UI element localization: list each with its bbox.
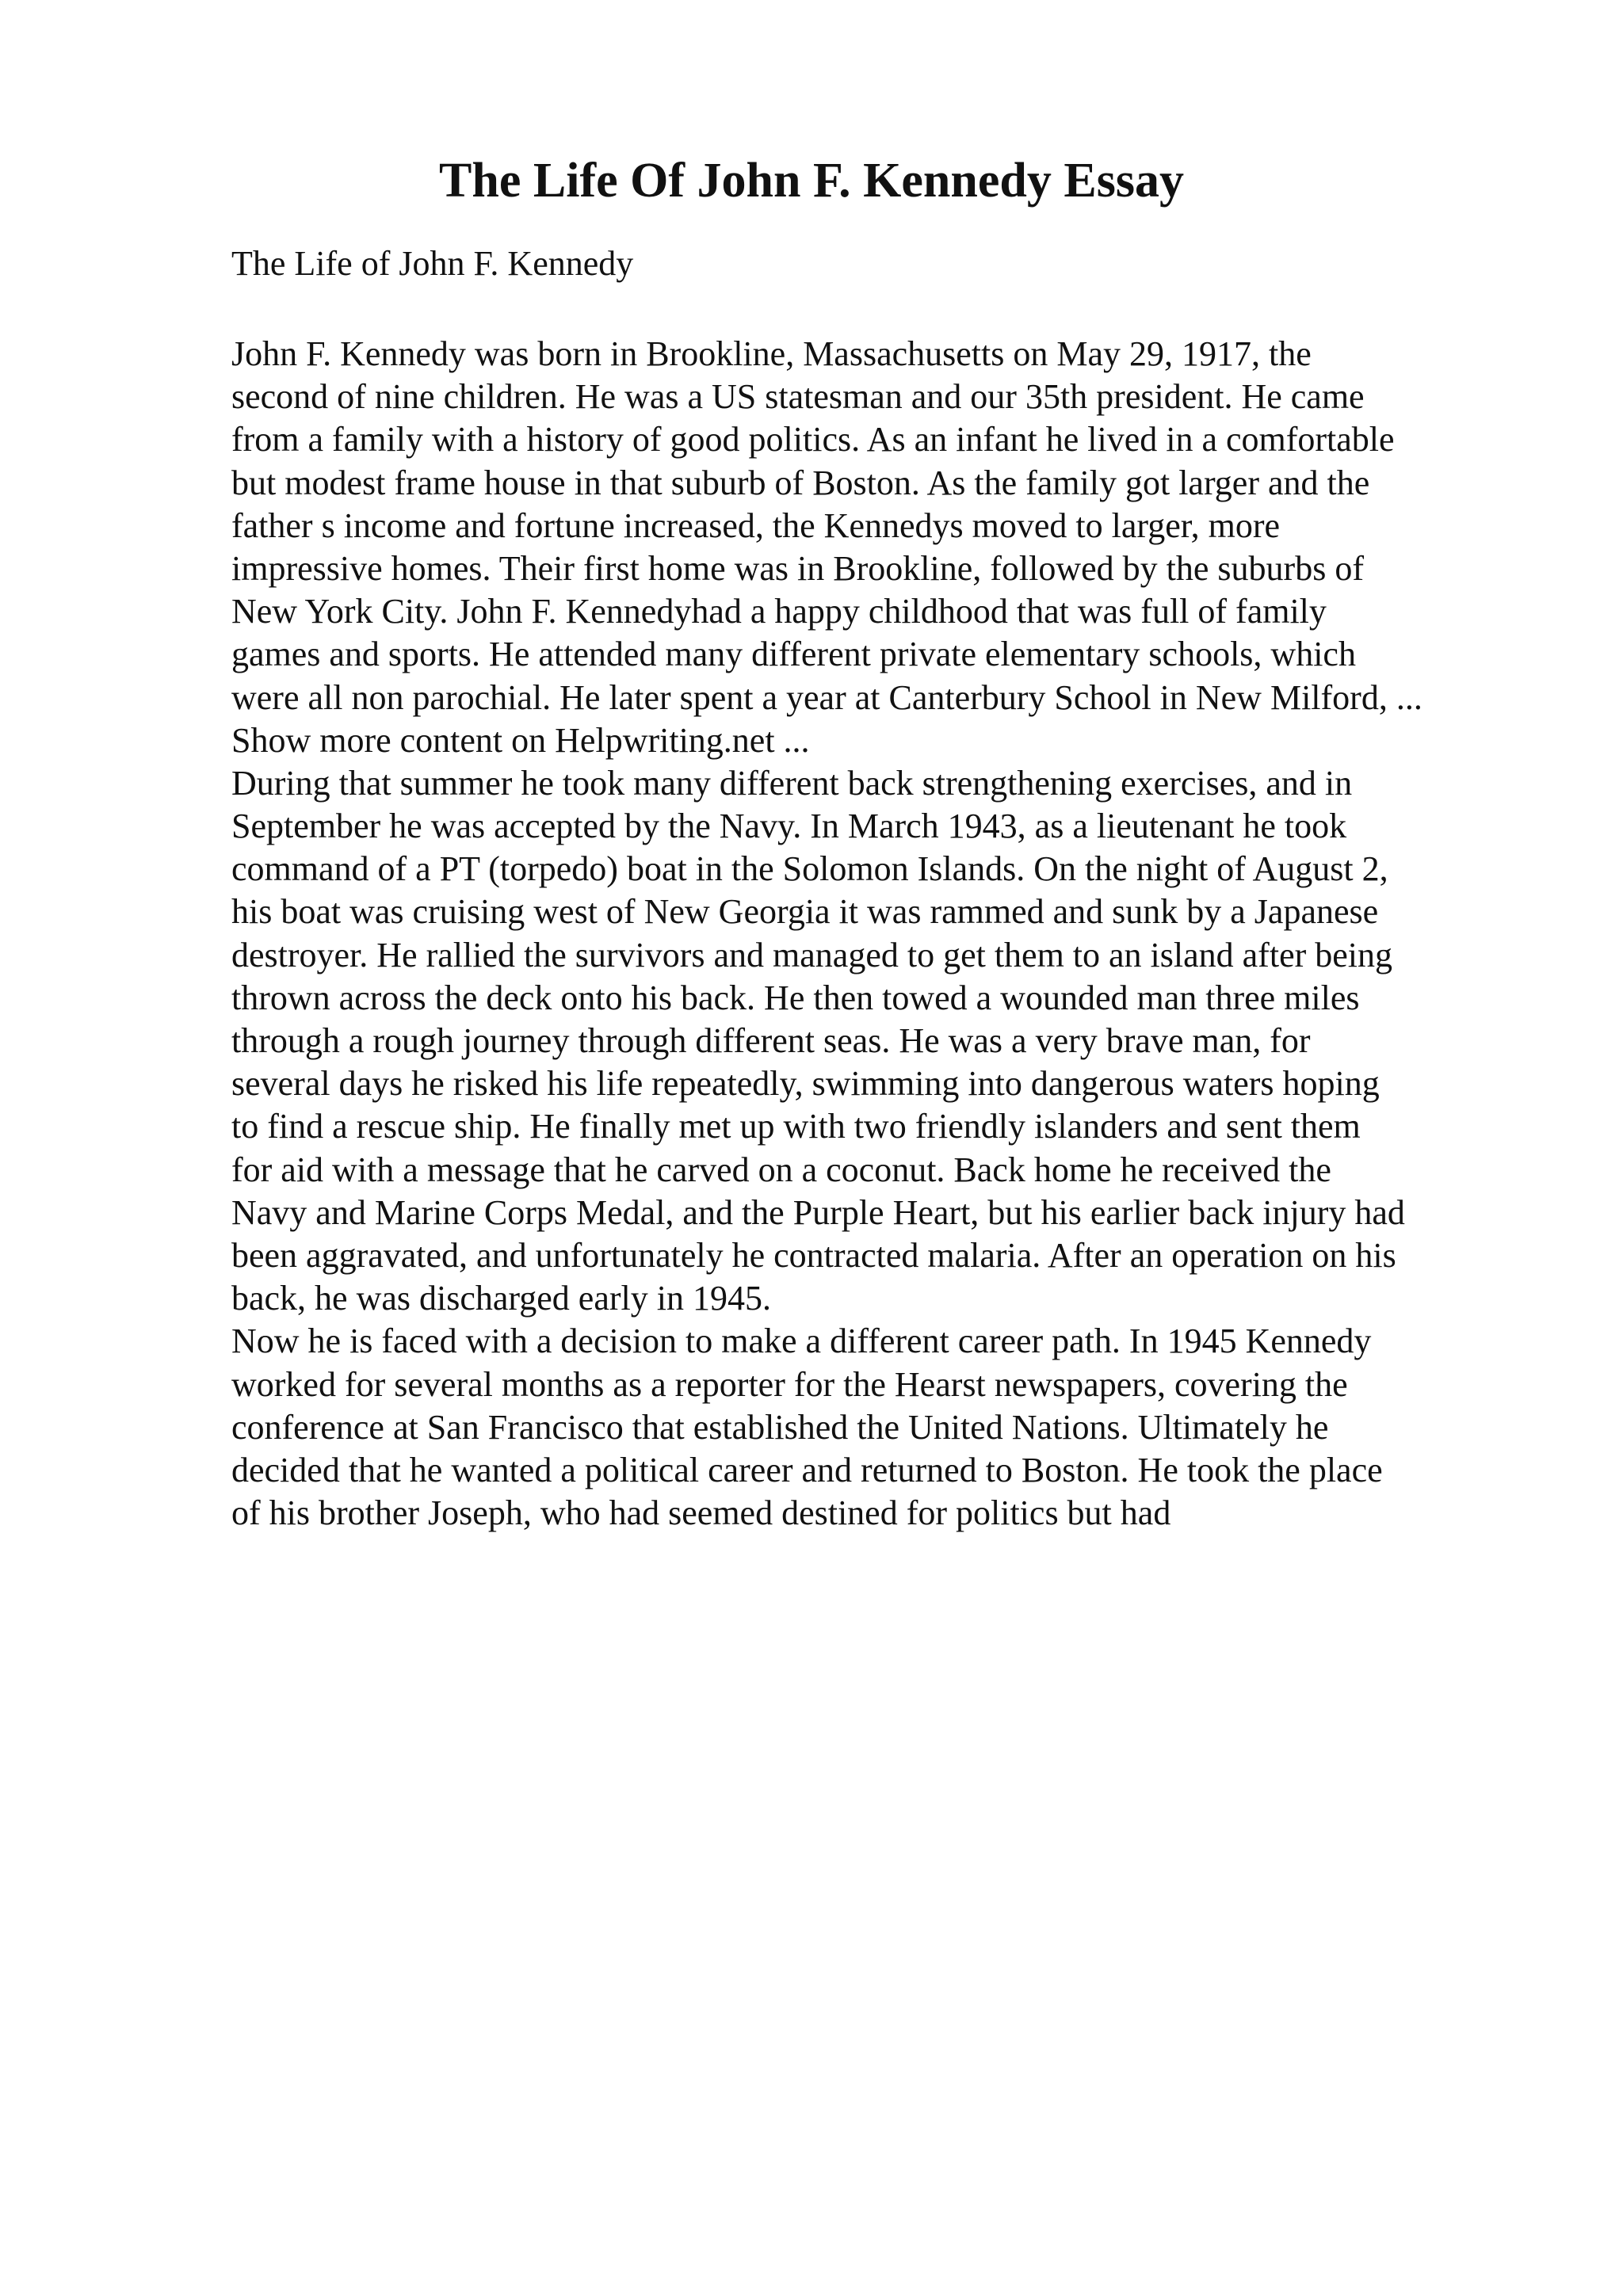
body-text-line: command of a PT (torpedo) boat in the Solomon Islands. On the night of August 2, [231,849,1388,889]
body-text-line: of his brother Joseph, who had seemed destined for politics but had [231,1493,1171,1533]
body-text-line: were all non parochial. He later spent a year at Canterbury School in New Milford, ... [231,677,1423,717]
body-text-line: from a family with a history of good politics. As an infant he lived in a comfortable [231,420,1395,460]
body-text-line: destroyer. He rallied the survivors and managed to get them to an island after being [231,935,1392,974]
body-text-line: his boat was cruising west of New Georgia it was rammed and sunk by a Japanese [231,892,1379,932]
body-text-line: impressive homes. Their first home was in Brookline, followed by the suburbs of [231,548,1364,588]
body-text-line: back, he was discharged early in 1945. [231,1279,771,1318]
body-text-line: games and sports. He attended many different private elementary schools, which [231,635,1356,674]
body-text-line: worked for several months as a reporter for the Hearst newspapers, covering the [231,1364,1348,1404]
body-text-line: Navy and Marine Corps Medal, and the Purple Heart, but his earlier back injury had [231,1192,1405,1232]
body-text-line: New York City. John F. Kennedyhad a happy childhood that was full of family [231,592,1327,631]
body-text-line: During that summer he took many different back strengthening exercises, and in [231,763,1353,803]
body-text-line: several days he risked his life repeatedly, swimming into dangerous waters hoping [231,1064,1380,1104]
body-text-line: September he was accepted by the Navy. In March 1943, as a lieutenant he took [231,807,1347,846]
body-text-line: through a rough journey through different seas. He was a very brave man, for [231,1021,1311,1060]
body-text-line: John F. Kennedy was born in Brookline, Massachusetts on May 29, 1917, the [231,334,1312,373]
body-text-line: father s income and fortune increased, the Kennedys moved to larger, more [231,505,1281,545]
body-text-line: conference at San Francisco that established the United Nations. Ultimately he [231,1407,1329,1447]
body-text-line: to find a rescue ship. He finally met up with two friendly islanders and sent them [231,1107,1361,1146]
body-text-line: Now he is faced with a decision to make a different career path. In 1945 Kennedy [231,1322,1372,1361]
body-text-line: thrown across the deck onto his back. He then towed a wounded man three miles [231,978,1360,1017]
body-text-line: for aid with a message that he carved on a coconut. Back home he received the [231,1150,1331,1189]
body-text-line: but modest frame house in that suburb of Boston. As the family got larger and the [231,463,1370,502]
body-text-line: second of nine children. He was a US statesman and our 35th president. He came [231,377,1365,417]
document-title: The Life Of John F. Kennedy Essay [439,154,1184,208]
body-text-line: been aggravated, and unfortunately he contracted malaria. After an operation on his [231,1235,1396,1275]
body-text-line: Show more content on Helpwriting.net ... [231,720,810,760]
document-subtitle: The Life of John F. Kennedy [231,244,634,283]
body-text-line: decided that he wanted a political career and returned to Boston. He took the place [231,1450,1383,1489]
document-body [231,333,1515,1535]
